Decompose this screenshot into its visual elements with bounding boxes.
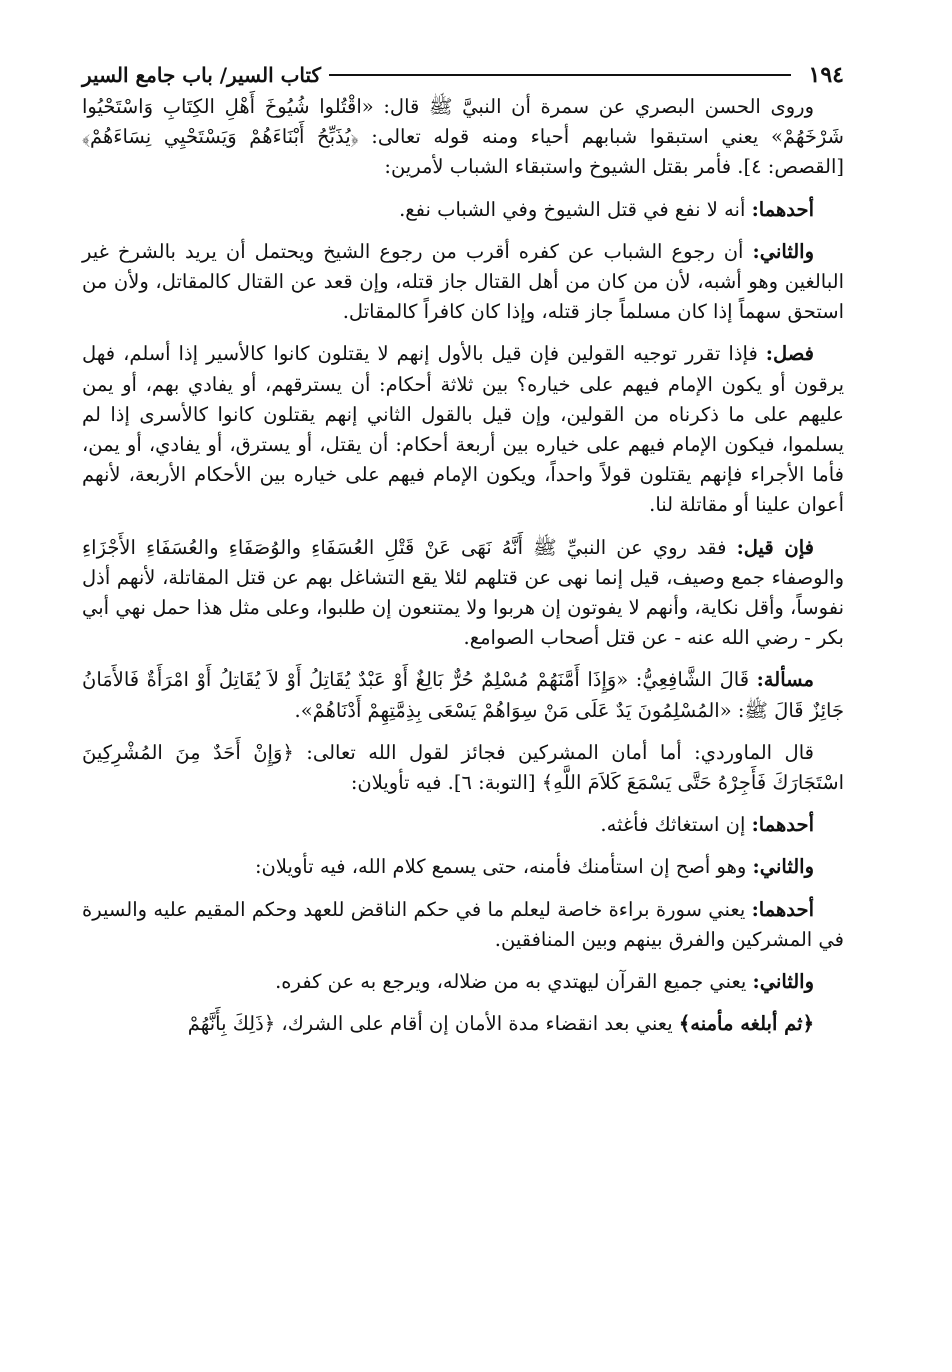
paragraph	[82, 738, 844, 798]
header-rule	[329, 74, 790, 76]
paragraph	[82, 810, 844, 840]
paragraph-text: إن استغاثك فأغثه.	[600, 813, 752, 837]
paragraph	[82, 533, 844, 654]
paragraph-text: قال الماوردي: أما أمان المشركين فجائز لقول الله تعالى: ﴿وَإِنْ أَحَدٌ مِنَ المُشْرِكِينَ اسْتَجَارَكَ فَأَجِرْهُ حَتَّى يَسْمَعَ كَلاَمَ اللَّهِ﴾ [التوبة: ٦]. فيه تأويلان:	[82, 740, 844, 795]
paragraph	[82, 237, 844, 328]
paragraph-text: وروى الحسن البصري عن سمرة أن النبيَّ ﷺ قال: «اقْتُلوا شُيُوخَ أَهْلِ الكِتَابِ وَاسْتَحْيُوا شَرْخَهُمْ» يعني استبقوا شبابهم أحياء ومنه قوله تعالى: ﴿يُذَبِّحُ أَبْنَاءَهُمْ وَيَسْتَحْيِي نِسَاءَهُمْ﴾ [القصص: ٤]. فأمر بقتل الشيوخ واستبقاء الشباب لأمرين:	[82, 95, 844, 179]
paragraph-text: أن رجوع الشباب عن كفره أقرب من رجوع الشيخ ويحتمل أن يريد بالشرخ غير البالغين وهو أشبه، لأن من كان من أهل القتال جاز قتله، وإن قعد عن القتال كالمقاتل، ولأن من استحق سهماً إذا كان مسلماً جاز قتله، وإذا كان كافراً كالمقاتل.	[82, 239, 844, 324]
page-header	[82, 58, 844, 92]
paragraph	[82, 665, 844, 725]
paragraph-lead: فإن قيل:	[736, 535, 814, 559]
paragraph-text: يعني سورة براءة خاصة ليعلم ما في حكم الناقض للعهد وحكم المقيم عليه والسيرة في المشركين والفرق بينهم وبين المنافقين.	[82, 897, 844, 951]
paragraph	[82, 1009, 844, 1039]
paragraph-lead: ﴿ثم أبلغه مأمنه﴾	[678, 1012, 814, 1036]
paragraph-lead: والثاني:	[752, 855, 814, 879]
paragraph-text: يعني جميع القرآن ليهتدي به من ضلاله، ويرجع به عن كفره.	[275, 970, 753, 994]
paragraph-text: فإذا تقرر توجيه القولين فإن قيل بالأول إنهم لا يقتلون كانوا كالأسير إذا أسلم، فهل يرقون أو يكون الإمام فيهم على خياره؟ بين ثلاثة أحكام: أن يسترقهم، أو يفادي بهم، أو يمن عليهم على ما ذكرناه من القولين، وإن قيل بالقول الثاني إنهم يقتلون كانوا كالأسرى إذا لم يسلموا، فيكون الإمام فيهم على خياره بين أربعة أحكام: أن يقتل، أو يسترق، أو يفادي، أو يمن، فأما الأجراء فإنهم يقتلون قولاً واحداً، ويكون الإمام فيهم على خياره بين الأحكام الأربعة، لأنهم أعوان علينا أو مقاتلة لنا.	[82, 342, 844, 517]
paragraph-text: فقد روي عن النبيِّ ﷺ أَنَّهُ نَهَى عَنْ قَتْلِ العُسَفَاءِ والوُصَفَاءِ والعُسَفَاءِ الأَجْزَاءِ والوصفاء جمع وصيف، قيل إنما نهى عن قتلهم لئلا يقع التشاغل بهم عن قتل المقاتلة، لأنهم أذل نفوساً، وأقل نكاية، وأنهم لا يفوتون إن هربوا ولا يمتنعون إن طلبوا، وعلى مثل هذا حمل نهي أبي بكر - رضي الله عنه - عن قتل أصحاب الصوامع.	[82, 535, 844, 650]
paragraph-lead: أحدهما:	[751, 197, 814, 221]
paragraph-lead: والثاني:	[752, 239, 814, 263]
paragraph-text: وهو أصح إن استأمنك فأمنه، حتى يسمع كلام الله، فيه تأويلان:	[254, 855, 753, 879]
paragraph-lead: مسألة:	[756, 668, 814, 692]
paragraph-lead: والثاني:	[752, 970, 814, 994]
running-title: كتاب السير/ باب جامع السير	[82, 63, 322, 87]
paragraph	[82, 339, 844, 520]
paragraph	[82, 967, 844, 997]
paragraph-lead: فصل:	[765, 342, 814, 366]
paragraph	[82, 852, 844, 882]
paragraph	[82, 92, 844, 183]
page-number: ١٩٤	[808, 62, 844, 88]
paragraph-lead: أحدهما:	[751, 813, 814, 837]
page-body	[82, 92, 844, 1039]
paragraph-lead: أحدهما:	[751, 897, 814, 921]
paragraph-text: قَالَ الشَّافِعِيُّ: «وَإِذَا أَمَّنَهُمْ مُسْلِمٌ حُرٌّ بَالِغٌ أَوْ عَبْدٌ يُقَاتِلُ أَوْ لاَ يُقَاتِلُ أَوْ امْرَأَةٌ فَالأَمَانُ جَائِزٌ قَالَ ﷺ: «المُسْلِمُونَ يَدٌ عَلَى مَنْ سِوَاهُمْ يَسْعَى بِذِمَّتِهِمْ أَدْنَاهُمْ».	[82, 668, 844, 722]
paragraph-text: يعني بعد انقضاء مدة الأمان إن أقام على الشرك، ﴿ذَلِكَ بِأَنَّهُمْ	[187, 1012, 679, 1036]
paragraph	[82, 895, 844, 955]
paragraph-text: أنه لا نفع في قتل الشيوخ وفي الشباب نفع.	[399, 197, 752, 221]
paragraph	[82, 195, 844, 225]
